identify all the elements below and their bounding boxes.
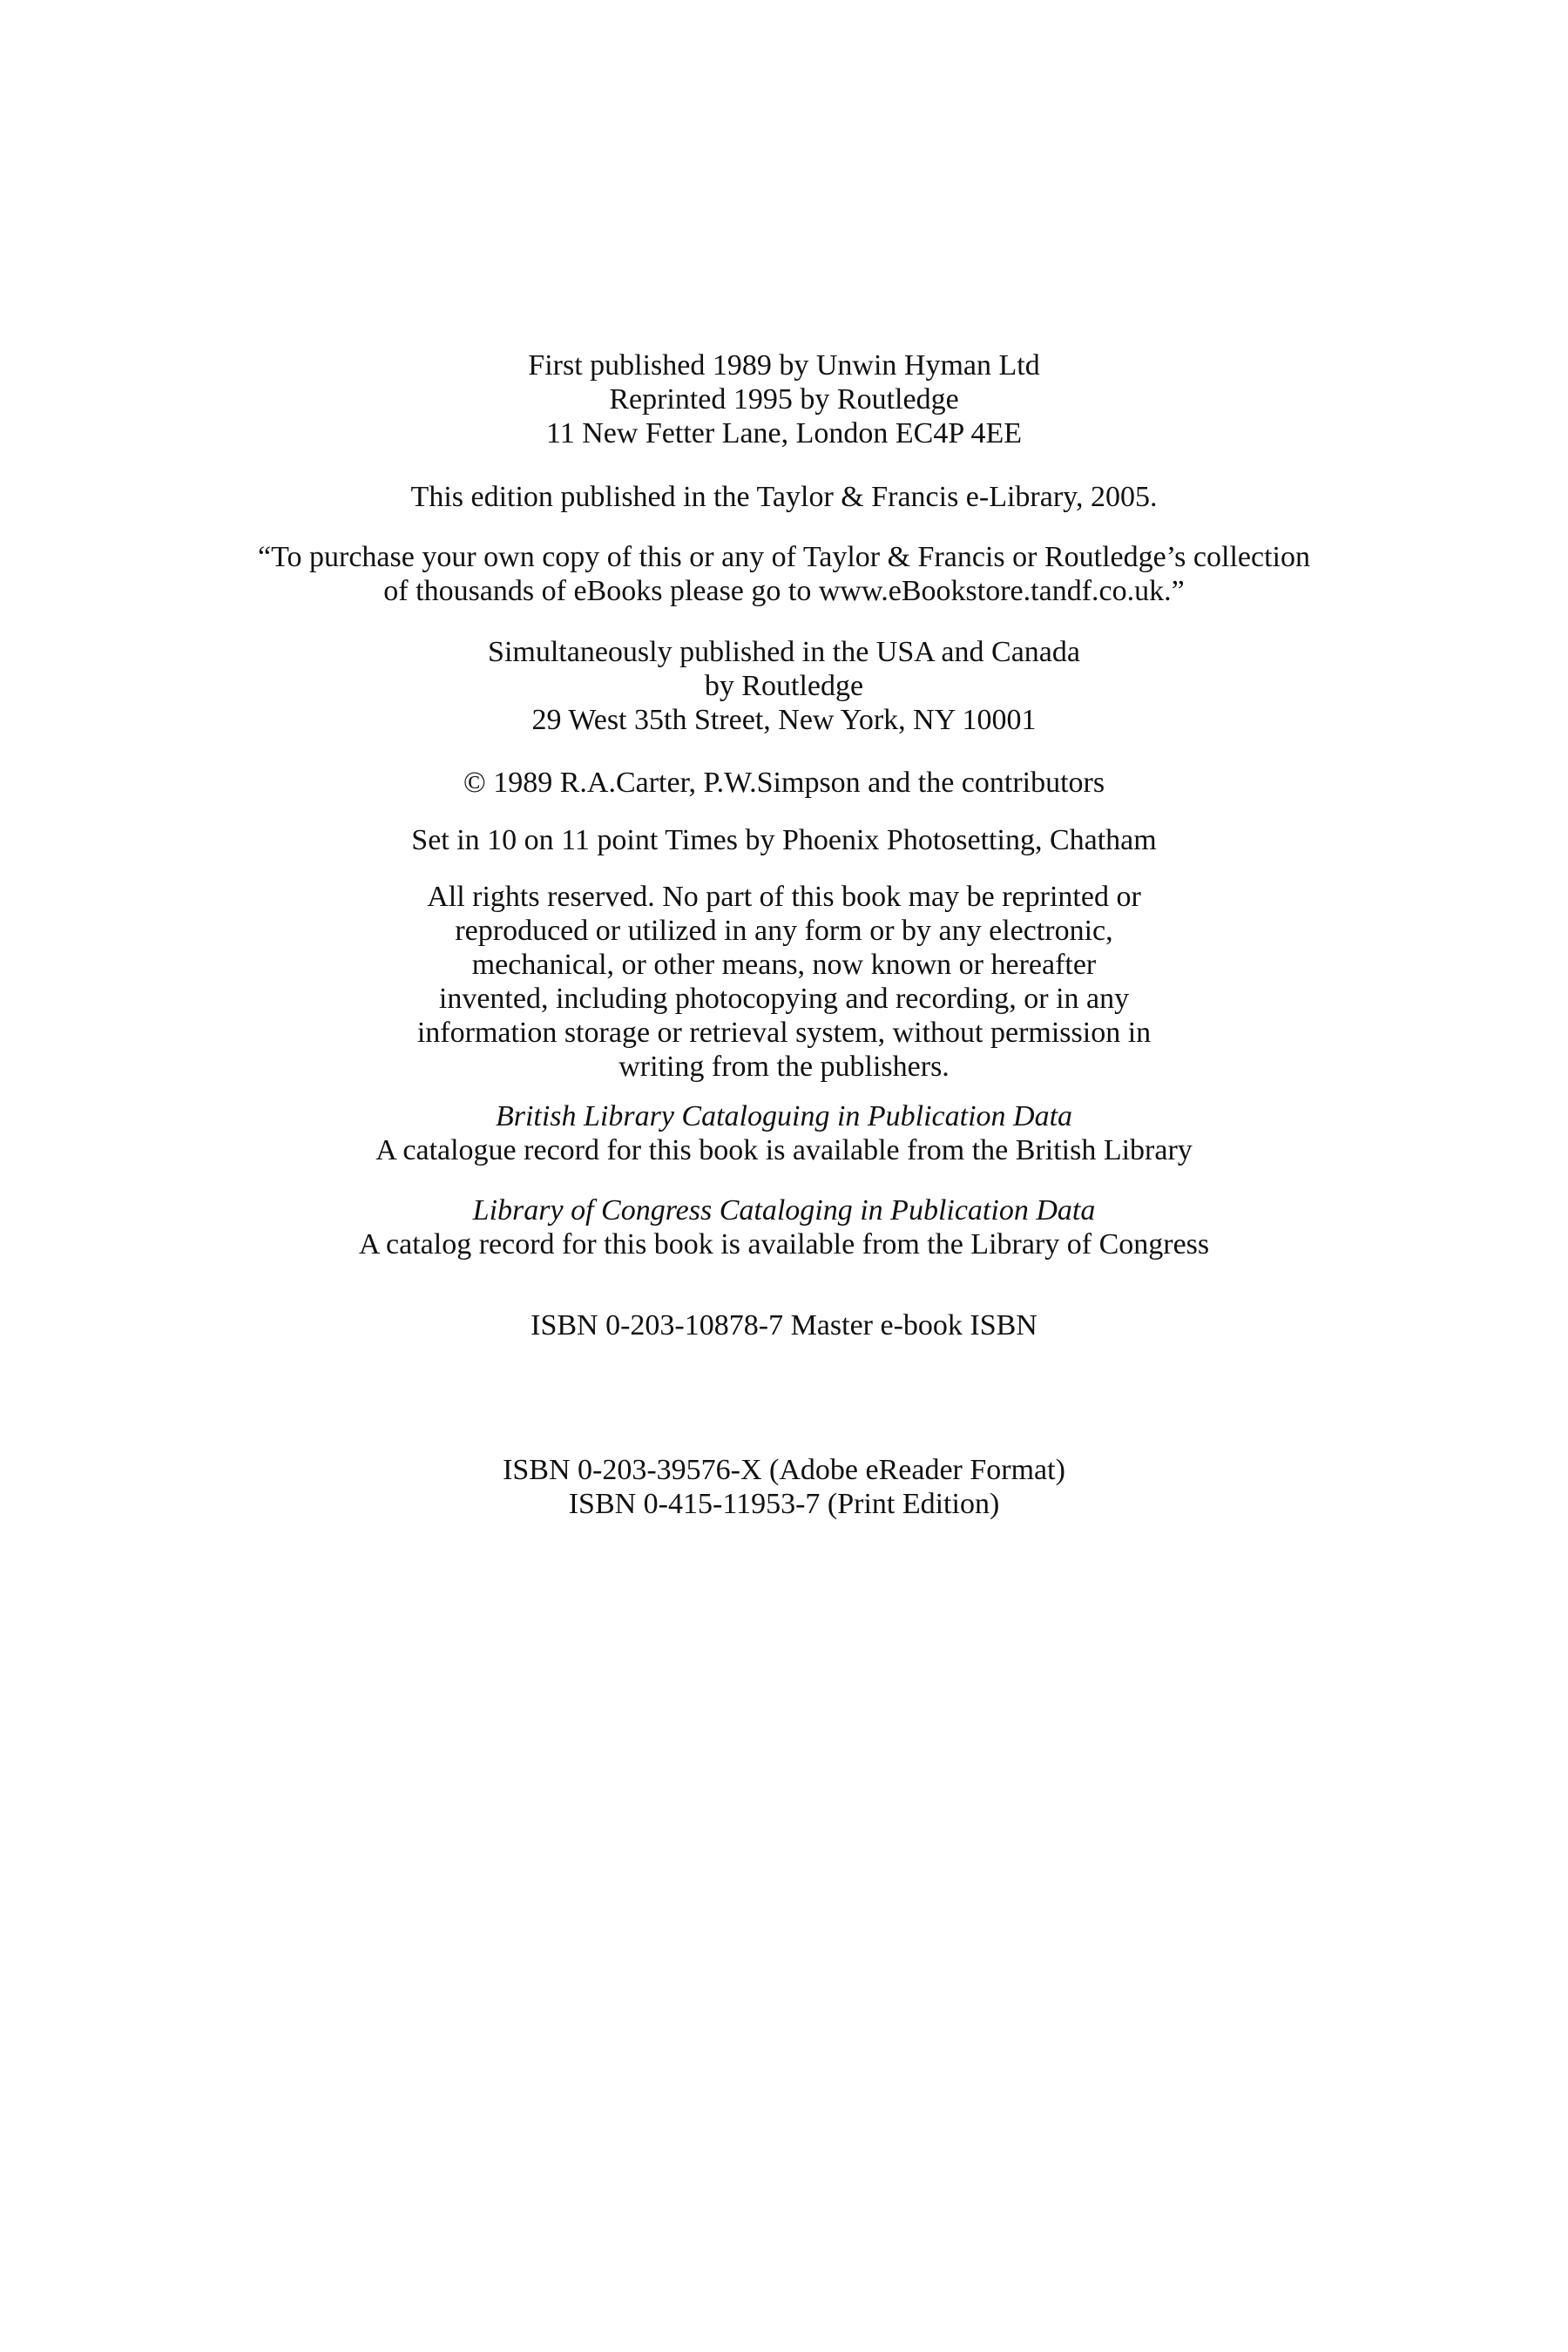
rights-line: information storage or retrieval system, without permission in: [416, 1017, 1152, 1049]
rights-statement: [0, 880, 1568, 1084]
isbn-line: ISBN 0-415-11953-7 (Print Edition): [568, 1488, 1000, 1520]
edition-statement: [0, 480, 1568, 514]
rights-line: invented, including photocopying and recording, or in any: [438, 983, 1130, 1015]
isbn-master: [0, 1308, 1568, 1342]
typesetting-line: Set in 10 on 11 point Times by Phoenix Photosetting, Chatham: [411, 824, 1157, 856]
rights-line: mechanical, or other means, now known or hereafter: [471, 949, 1097, 981]
publication-line: Reprinted 1995 by Routledge: [609, 383, 959, 416]
isbn-line: ISBN 0-203-10878-7 Master e-book ISBN: [531, 1309, 1037, 1342]
simultaneous-line: by Routledge: [704, 670, 864, 702]
publication-line: First published 1989 by Unwin Hyman Ltd: [528, 349, 1040, 382]
british-library-cip: [0, 1099, 1568, 1167]
simultaneous-line: 29 West 35th Street, New York, NY 10001: [531, 704, 1037, 736]
simultaneous-publication: [0, 635, 1568, 737]
copyright-notice: [0, 766, 1568, 800]
library-of-congress-heading: Library of Congress Cataloging in Publication Data: [472, 1194, 1096, 1227]
edition-line: This edition published in the Taylor & Francis e-Library, 2005.: [410, 481, 1158, 513]
purchase-notice: [0, 540, 1568, 608]
library-of-congress-cip: [0, 1193, 1568, 1261]
rights-line: writing from the publishers.: [618, 1051, 950, 1083]
isbn-formats: [0, 1453, 1568, 1521]
library-of-congress-text: A catalog record for this book is available from the Library of Congress: [358, 1228, 1210, 1260]
british-library-heading: British Library Cataloguing in Publication Data: [495, 1100, 1073, 1132]
typesetting-note: [0, 823, 1568, 857]
publication-history: [0, 348, 1568, 450]
publication-line: 11 New Fetter Lane, London EC4P 4EE: [545, 417, 1023, 449]
copyright-line: © 1989 R.A.Carter, P.W.Simpson and the contributors: [463, 767, 1105, 799]
rights-line: reproduced or utilized in any form or by any electronic,: [455, 915, 1113, 947]
simultaneous-line: Simultaneously published in the USA and Canada: [488, 636, 1080, 668]
purchase-line: “To purchase your own copy of this or any of Taylor & Francis or Routledge’s collection: [258, 541, 1310, 573]
rights-line: All rights reserved. No part of this book may be reprinted or: [427, 881, 1141, 913]
purchase-line: of thousands of eBooks please go to www.eBookstore.tandf.co.uk.”: [383, 575, 1185, 607]
british-library-text: A catalogue record for this book is available from the British Library: [375, 1134, 1193, 1166]
isbn-line: ISBN 0-203-39576-X (Adobe eReader Format): [503, 1454, 1065, 1486]
